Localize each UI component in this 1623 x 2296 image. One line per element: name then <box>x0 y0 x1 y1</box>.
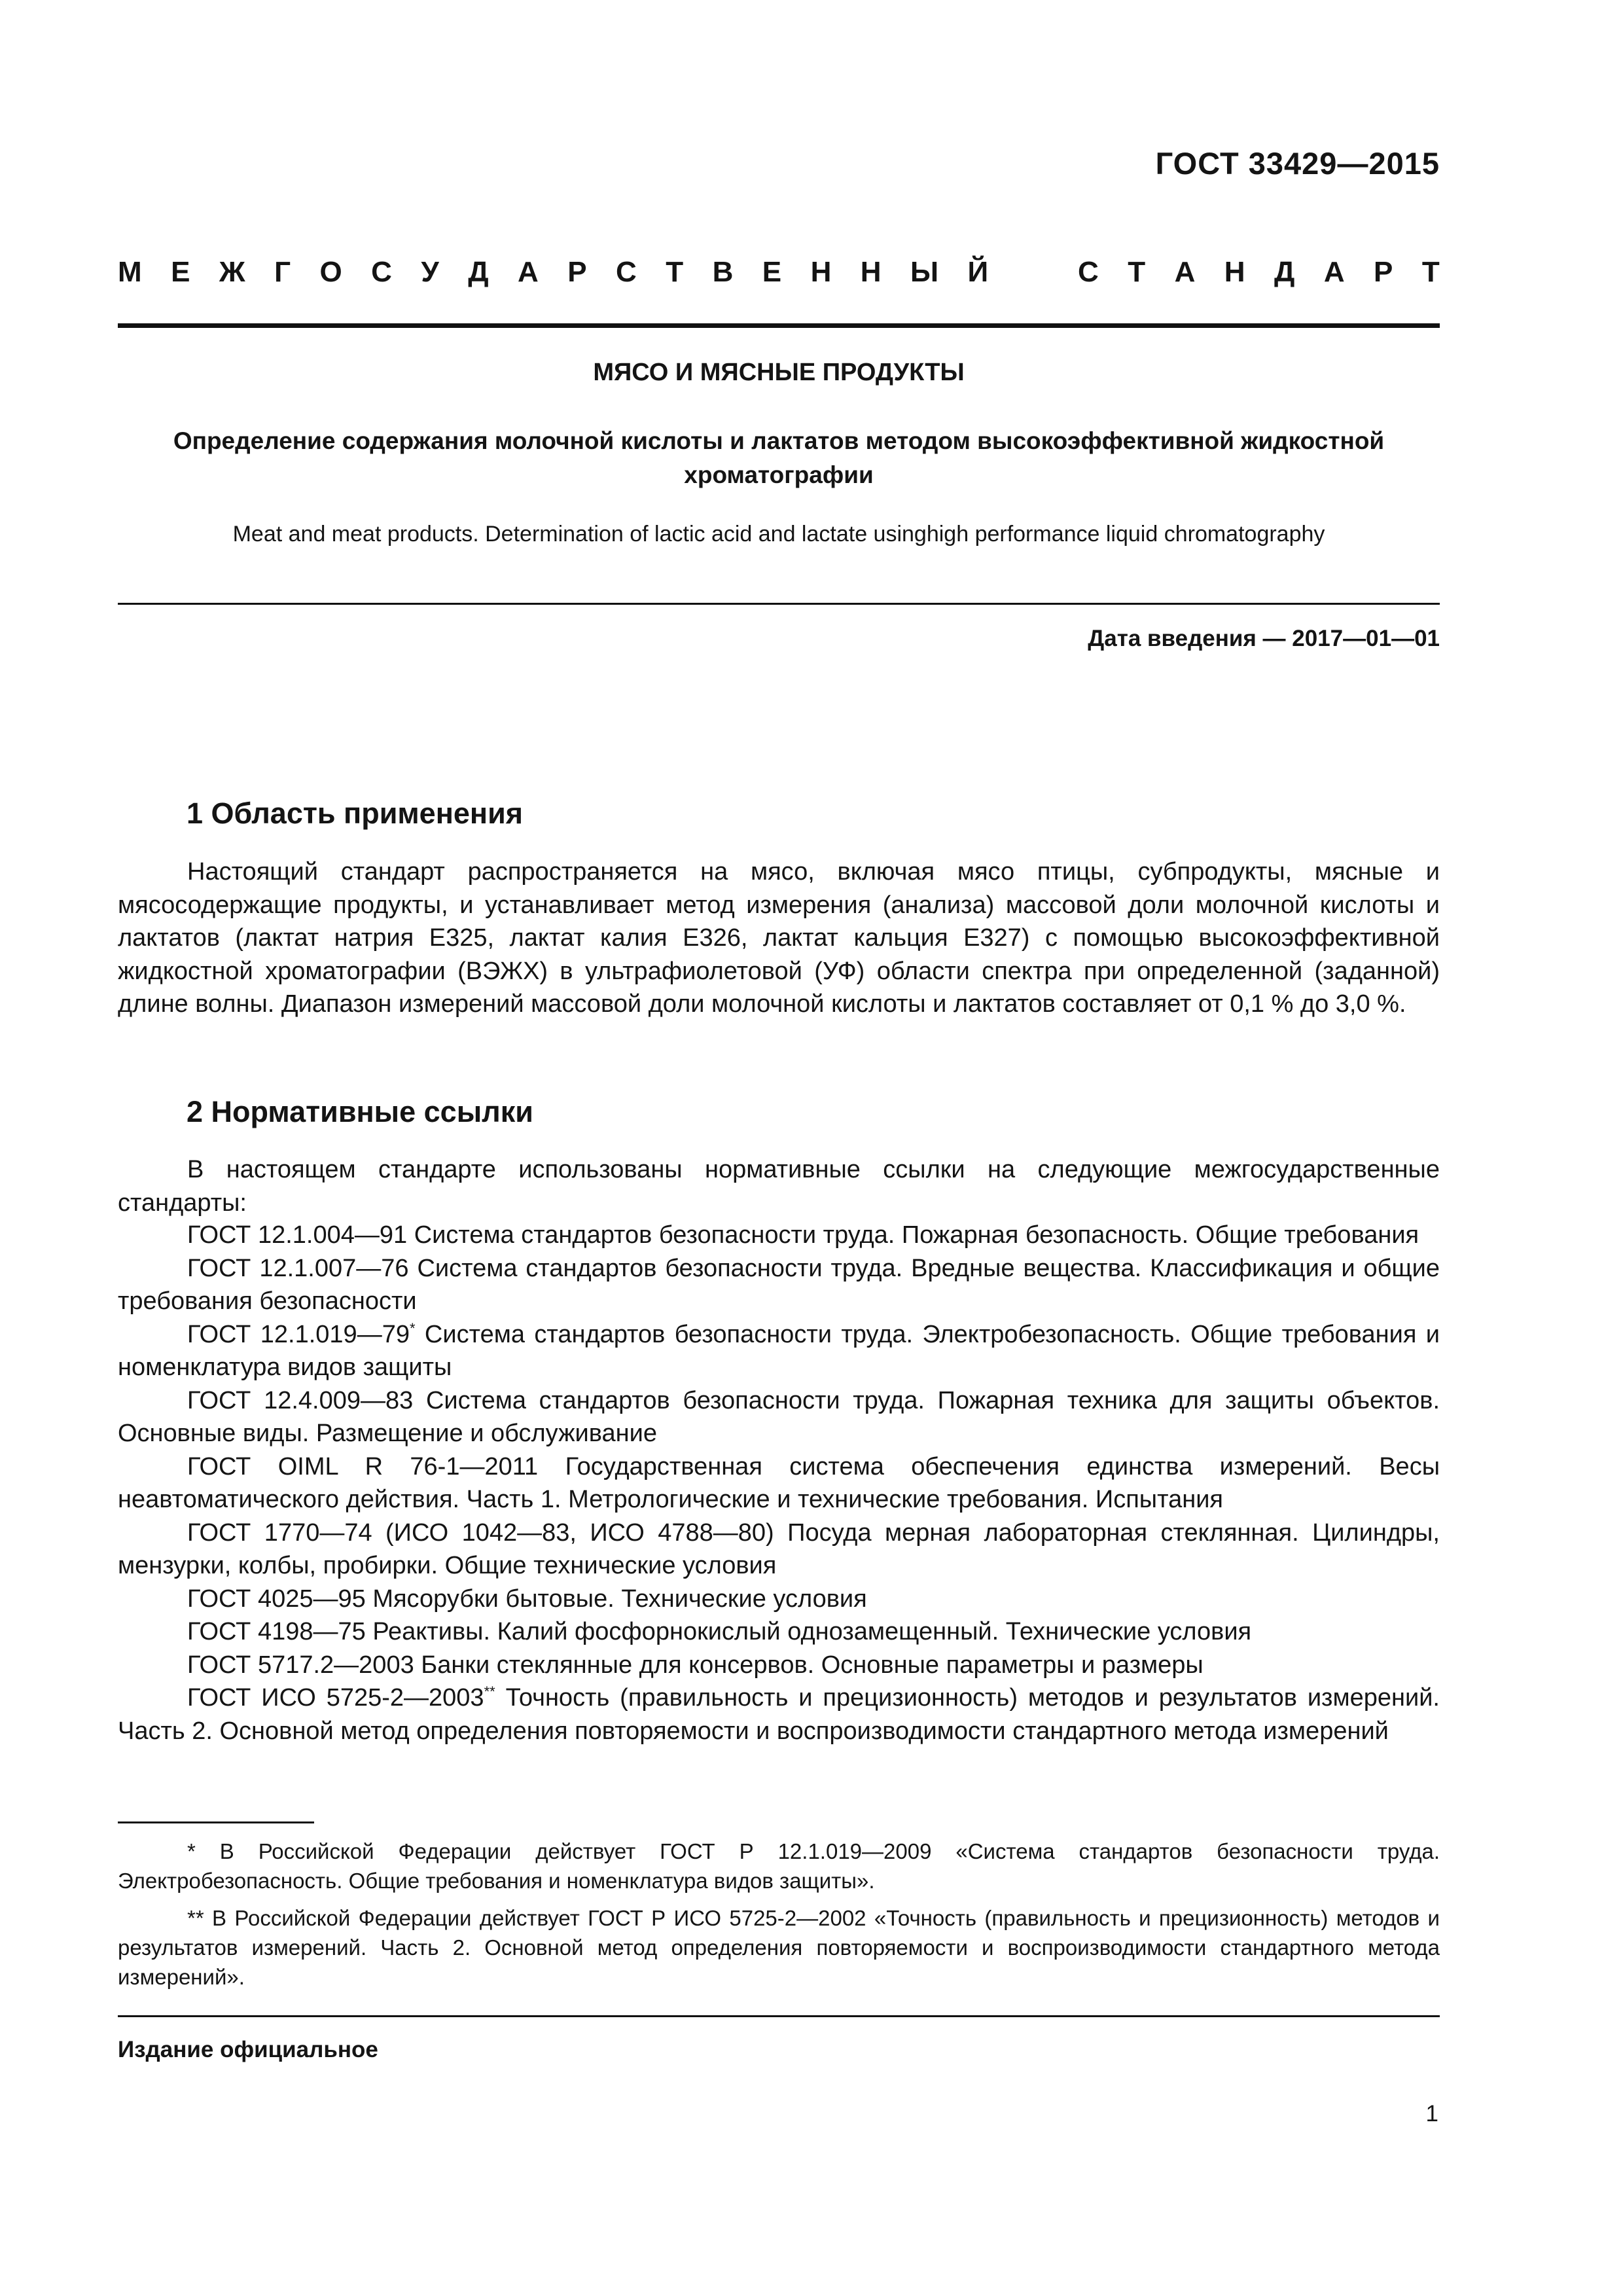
heading-letter: Е <box>171 256 190 288</box>
heading-letter: Т <box>666 256 684 288</box>
reference-title: Система стандартов безопасности труда. Пожарная безопасность. Общие требования <box>414 1221 1419 1249</box>
heading-letter: Н <box>810 256 832 288</box>
reference-code: ГОСТ 1770—74 (ИСО 1042—83, ИСО 4788—80) <box>187 1518 774 1547</box>
heading-letter: А <box>1323 256 1345 288</box>
reference-code: ГОСТ OIML R 76-1—2011 <box>187 1452 539 1480</box>
heading-letter: А <box>518 256 539 288</box>
heading-letter: Д <box>468 256 489 288</box>
reference-code: ГОСТ 4025—95 <box>187 1585 366 1613</box>
reference-title: Банки стеклянные для консервов. Основные параметры и размеры <box>421 1651 1204 1679</box>
section-1-heading: 1 Область применения <box>187 797 524 830</box>
normative-references-list <box>118 1219 1440 1748</box>
heading-letter: Т <box>1421 256 1440 288</box>
reference-title: Система стандартов безопасности труда. Вредные вещества. Классификация и общие требования безопасности <box>118 1254 1440 1315</box>
subtitle-russian: Определение содержания молочной кислоты и лактатов методом высокоэффективной жидкостной хроматографии <box>173 427 1385 488</box>
heading-letter: А <box>1174 256 1196 288</box>
reference-title: Государственная система обеспечения единства измерений. Весы неавтоматического действия. Часть 1. Метрологические и технические требования. Испытания <box>118 1452 1440 1513</box>
heading-letter: Й <box>967 256 989 288</box>
heading-letter: Г <box>274 256 291 288</box>
interstate-standard-heading <box>118 253 1440 292</box>
reference-code: ГОСТ 12.1.004—91 <box>187 1221 408 1249</box>
reference-code: ГОСТ 12.4.009—83 <box>187 1386 414 1414</box>
heading-letter: В <box>712 256 734 288</box>
title-english: Meat and meat products. Determination of lactic acid and lactate usinghigh performance liquid chromatography <box>232 522 1325 547</box>
heading-letter: Н <box>1224 256 1245 288</box>
reference-code: ГОСТ 4198—75 <box>187 1618 366 1645</box>
heading-letter: С <box>371 256 392 288</box>
heading-letter: Т <box>1128 256 1146 288</box>
footnote-mark: ** <box>484 1683 495 1700</box>
heading-letter: У <box>421 256 439 288</box>
reference-title: Система стандартов безопасности труда. Электробезопасность. Общие требования и номенклатура видов защиты <box>118 1320 1440 1381</box>
reference-code: ГОСТ 12.1.007—76 <box>187 1254 409 1282</box>
footnote-2: ** В Российской Федерации действует ГОСТ Р ИСО 5725-2—2002 «Точность (правильность и прецизионность) методов и результатов измерений. Часть 2. Основной метод определения повторяемости и воспроизводимости стандартного метода измерений». <box>118 1906 1440 1989</box>
reference-code: ГОСТ ИСО 5725-2—2003 <box>187 1684 484 1712</box>
reference-item <box>118 1219 1440 1252</box>
introduction-date: Дата введения — 2017—01—01 <box>1088 626 1440 651</box>
heading-letter: О <box>319 256 342 288</box>
heading-letter: Р <box>567 256 587 288</box>
footnote-1: * В Российской Федерации действует ГОСТ Р 12.1.019—2009 «Система стандартов безопасности труда. Электробезопасность. Общие требования и номенклатура видов защиты». <box>118 1839 1440 1893</box>
page-number: 1 <box>1425 2101 1438 2126</box>
reference-title: Посуда мерная лабораторная стеклянная. Цилиндры, мензурки, колбы, пробирки. Общие технические условия <box>118 1518 1440 1579</box>
footnote-separator <box>118 1821 314 1823</box>
document-code: ГОСТ 33429—2015 <box>1155 146 1440 181</box>
reference-item <box>118 1450 1440 1516</box>
footer-rule <box>118 2015 1440 2017</box>
heading-letter: Ж <box>219 256 245 288</box>
reference-code: ГОСТ 12.1.019—79 <box>187 1320 410 1348</box>
reference-title: Система стандартов безопасности труда. Пожарная техника для защиты объектов. Основные виды. Размещение и обслуживание <box>118 1386 1440 1447</box>
heading-letter: С <box>1078 256 1099 288</box>
reference-title: Точность (правильность и прецизионность) методов и результатов измерений. Часть 2. Основной метод определения повторяемости и воспроизводимости стандартного метода измерений <box>118 1684 1440 1745</box>
section-2-heading: 2 Нормативные ссылки <box>187 1095 533 1128</box>
reference-item <box>118 1583 1440 1616</box>
heading-letter: М <box>118 256 142 288</box>
reference-item <box>118 1649 1440 1682</box>
reference-title: Реактивы. Калий фосфорнокислый однозамещенный. Технические условия <box>372 1618 1252 1645</box>
official-edition-label: Издание официальное <box>118 2037 378 2062</box>
heading-letter: Д <box>1274 256 1295 288</box>
heading-letter: Р <box>1374 256 1393 288</box>
title-russian: МЯСО И МЯСНЫЕ ПРОДУКТЫ <box>593 359 965 386</box>
reference-item <box>118 1615 1440 1649</box>
heading-letter: Е <box>762 256 782 288</box>
header-rule-thick <box>118 323 1440 328</box>
reference-item <box>118 1516 1440 1583</box>
section-1-body: Настоящий стандарт распространяется на мясо, включая мясо птицы, субпродукты, мясные и мясосодержащие продукты, и устанавливает метод измерения (анализа) массовой доли молочной кислоты и лактатов (лактат натрия Е325, лактат калия Е326, лактат кальция Е327) с помощью высокоэффективной жидкостной хроматографии (ВЭЖХ) в ультрафиолетовой (УФ) области спектра при определенной (заданной) длине волны. Диапазон измерений массовой доли молочной кислоты и лактатов составляет от 0,1 % до 3,0 %. <box>118 858 1440 1018</box>
reference-item <box>118 1384 1440 1450</box>
heading-letter: С <box>616 256 637 288</box>
section-2-intro: В настоящем стандарте использованы нормативные ссылки на следующие межгосударственные стандарты: <box>118 1156 1440 1217</box>
reference-title: Мясорубки бытовые. Технические условия <box>372 1585 867 1613</box>
footnote-mark: * <box>409 1319 416 1336</box>
reference-item <box>118 1681 1440 1748</box>
heading-letter: Н <box>860 256 882 288</box>
reference-code: ГОСТ 5717.2—2003 <box>187 1651 414 1679</box>
reference-item <box>118 1252 1440 1318</box>
reference-item <box>118 1318 1440 1384</box>
heading-letter: Ы <box>910 256 939 288</box>
title-rule <box>118 603 1440 605</box>
